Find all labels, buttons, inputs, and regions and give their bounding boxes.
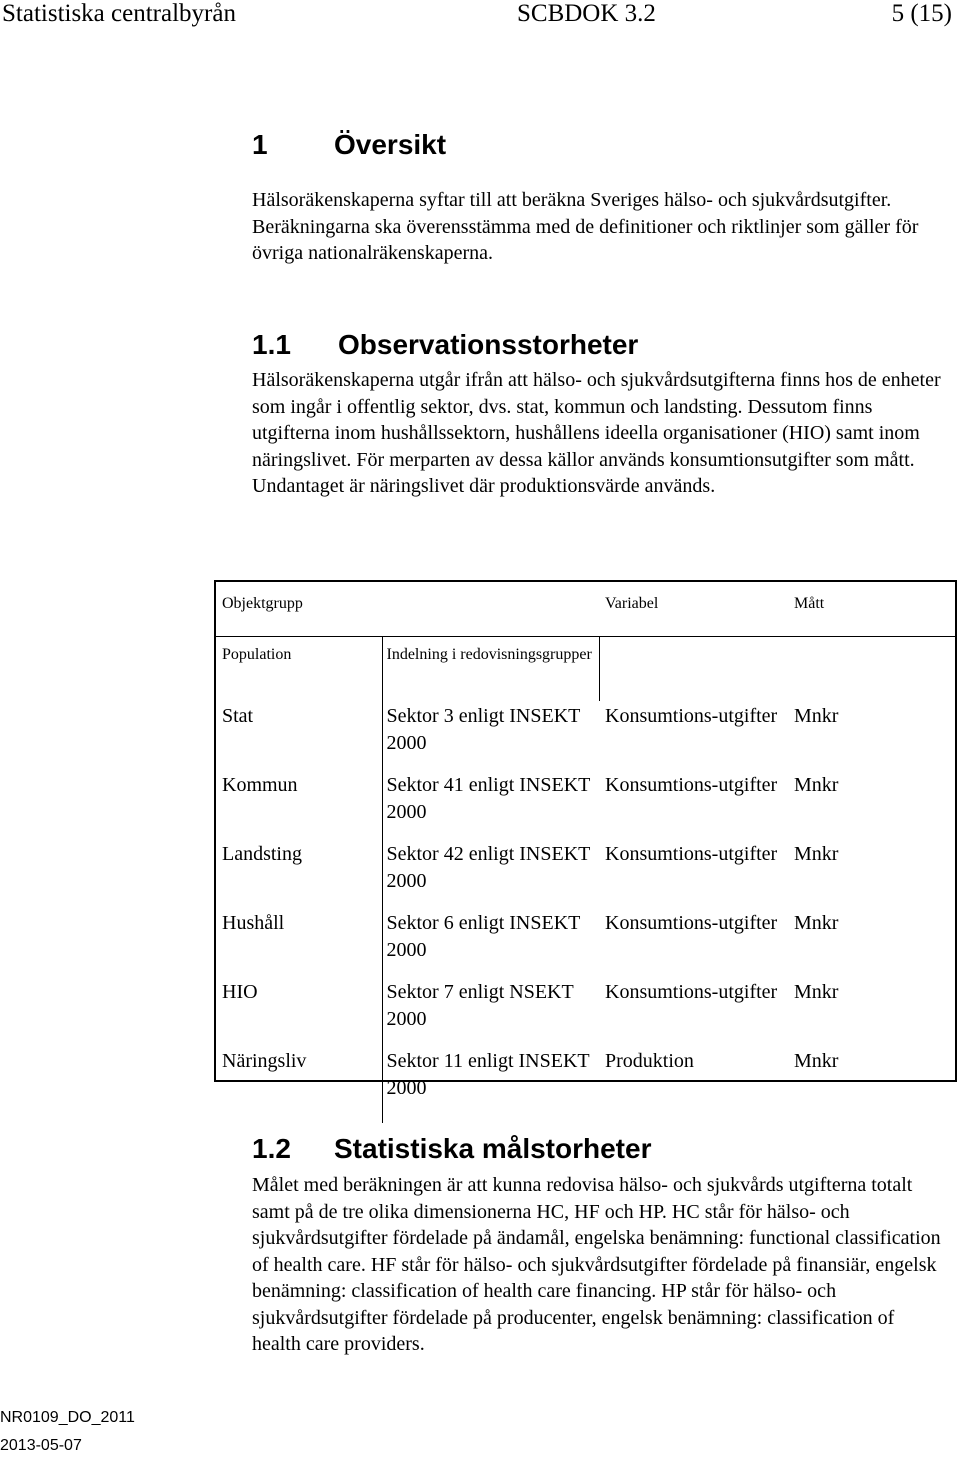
table-subheader-row: [216, 637, 955, 702]
table-row: [216, 701, 955, 770]
cell-variabel: Konsumtions-utgifter: [605, 705, 778, 727]
cell-population: Hushåll: [222, 912, 285, 934]
cell-indelning: Sektor 3 enligt INSEKT 2000: [382, 701, 599, 770]
section-1-1-heading: [252, 328, 942, 362]
section-1-2-heading: [252, 1132, 942, 1166]
cell-population: Näringsliv: [222, 1050, 307, 1072]
table-row: [216, 839, 955, 908]
cell-population: Landsting: [222, 843, 302, 865]
table-row: [216, 1046, 955, 1123]
cell-variabel: Konsumtions-utgifter: [605, 774, 778, 796]
cell-variabel: Produktion: [605, 1050, 694, 1072]
subheader-matt-empty: [790, 637, 955, 702]
header-objektgrupp: Objektgrupp: [216, 582, 382, 637]
header-objektgrupp-spacer: [382, 582, 599, 637]
cell-variabel: Konsumtions-utgifter: [605, 912, 778, 934]
header-variabel: Variabel: [599, 582, 790, 637]
subheader-indelning: Indelning i redovisningsgrupper: [382, 637, 599, 702]
cell-matt: Mnkr: [794, 843, 839, 865]
section-1-1-title: Observationsstorheter: [338, 329, 639, 360]
footer-date: 2013-05-07: [0, 1437, 82, 1454]
header-organization: Statistiska centralbyrån: [2, 0, 236, 27]
header-page-number: 5 (15): [891, 0, 952, 27]
cell-population: Kommun: [222, 774, 298, 796]
cell-matt: Mnkr: [794, 912, 839, 934]
cell-matt: Mnkr: [794, 774, 839, 796]
section-1-1-number: 1.1: [252, 329, 291, 360]
table-row: [216, 977, 955, 1046]
section-1-1-text: Hälsoräkenskaperna utgår ifrån att hälso- och sjukvårdsutgifterna finns hos de enheter som ingår i offentlig sektor, dvs. stat, kommun och landsting. Dessutom finns utgifterna inom hushållssektorn, hushållens ideella organisationer (HIO) samt inom näringslivet. För merparten av dessa källor används konsumtionsutgifter som mått. Undantaget är näringslivet där produktionsvärde används.: [252, 369, 941, 497]
header-matt: Mått: [790, 582, 955, 637]
section-1-2-number: 1.2: [252, 1133, 291, 1164]
cell-indelning: Sektor 6 enligt INSEKT 2000: [382, 908, 599, 977]
page-header: [2, 0, 958, 32]
cell-indelning: Sektor 42 enligt INSEKT 2000: [382, 839, 599, 908]
section-1-text: Hälsoräkenskaperna syftar till att beräkna Sveriges hälso- och sjukvårdsutgifter. Beräkningarna ska överensstämma med de definitioner och riktlinjer som gäller för övriga nationalräkenskaperna.: [252, 189, 919, 264]
section-1-2-text: Målet med beräkningen är att kunna redovisa hälso- och sjukvårds utgifterna totalt samt på de tre olika dimensionerna HC, HF och HP. HC står för hälso- och sjukvårdsutgifter fördelade på ändamål, engelska benämning: functional classification of health care. HF står för hälso- och sjukvårdsutgifter fördelade på finansiär, engelsk benämning: classification of health care financing. HP står för hälso- och sjukvårdsutgifter fördelade på producenter, engelsk benämning: classification of health care providers.: [252, 1174, 941, 1355]
subheader-population: Population: [222, 646, 292, 663]
section-1-heading: [252, 128, 942, 162]
section-1-title: Översikt: [334, 129, 447, 160]
cell-variabel: Konsumtions-utgifter: [605, 981, 778, 1003]
footer-document-id: NR0109_DO_2011: [0, 1409, 135, 1426]
table-row: [216, 770, 955, 839]
cell-indelning: Sektor 7 enligt NSEKT 2000: [382, 977, 599, 1046]
cell-variabel: Konsumtions-utgifter: [605, 843, 778, 865]
cell-indelning: Sektor 11 enligt INSEKT 2000: [382, 1046, 599, 1123]
cell-matt: Mnkr: [794, 981, 839, 1003]
subheader-variabel-empty: [599, 637, 790, 702]
cell-indelning: Sektor 41 enligt INSEKT 2000: [382, 770, 599, 839]
observation-table: [214, 580, 957, 1099]
header-document-id: SCBDOK 3.2: [517, 0, 656, 27]
cell-matt: Mnkr: [794, 1050, 839, 1072]
section-1-2-title: Statistiska målstorheter: [334, 1133, 652, 1164]
table-row: [216, 908, 955, 977]
cell-population: Stat: [222, 705, 254, 727]
table-header-row: [216, 582, 955, 637]
cell-matt: Mnkr: [794, 705, 839, 727]
cell-population: HIO: [222, 981, 258, 1003]
section-1-number: 1: [252, 129, 268, 160]
